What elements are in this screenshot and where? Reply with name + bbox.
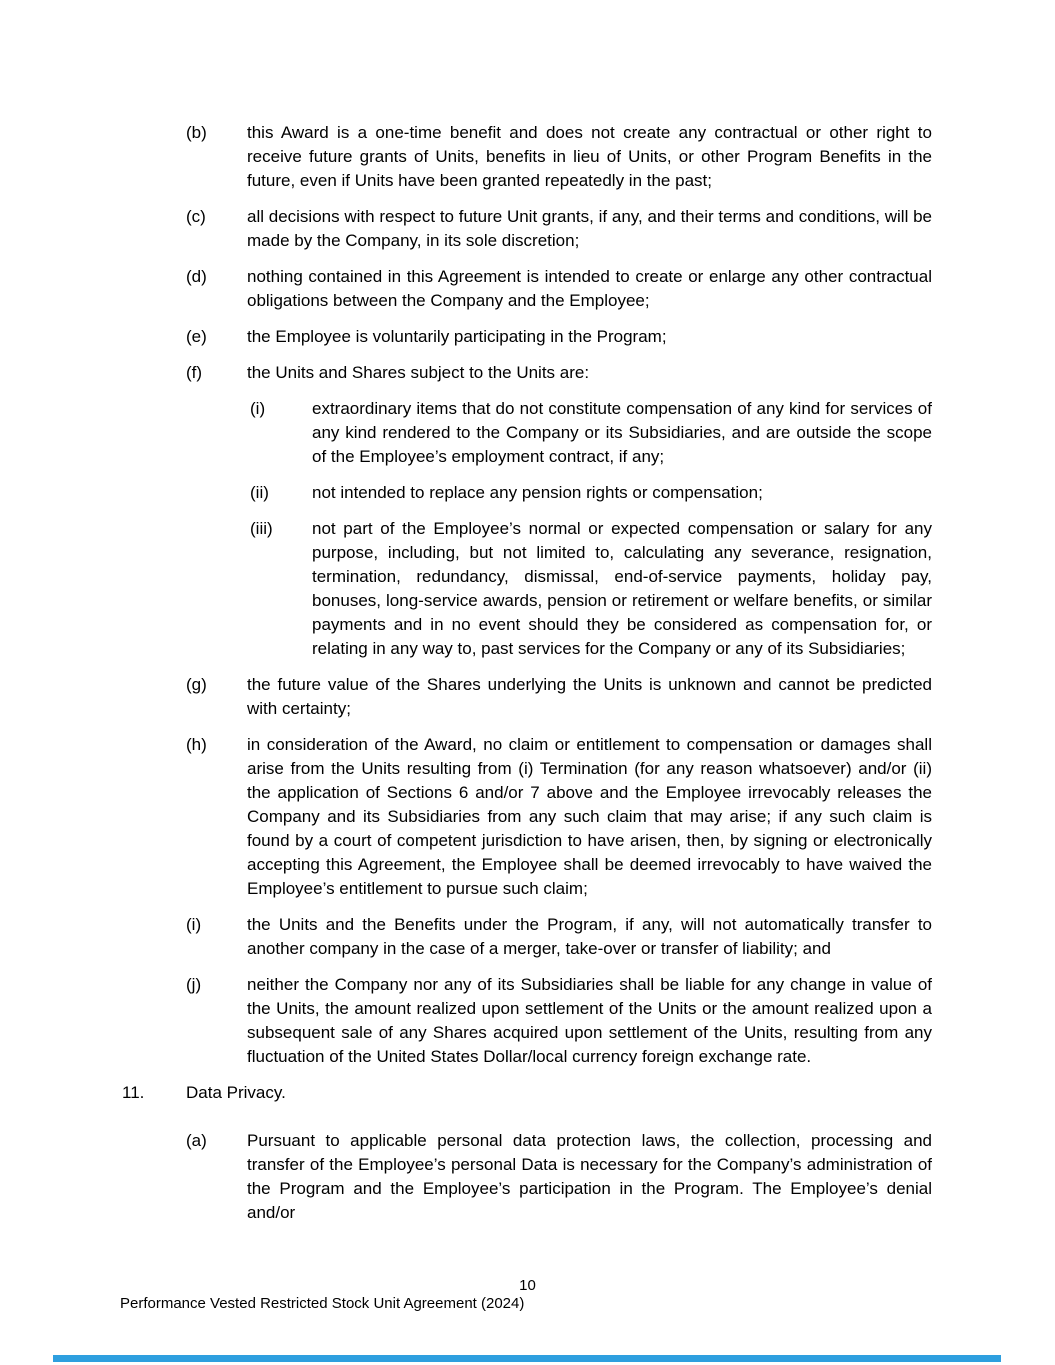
item-text: not part of the Employee’s normal or expected compensation or salary for any purpose, including, but not limited to, calculating any severance, resignation, termination, redundancy, dismissal, end-of-service payments, holiday pay, bonuses, long-service awards, pension or retirement or welfare benefits, or similar payments and in no event should they be considered as compensation for, or relating in any way to, past services for the Company or any of its Subsidiaries; <box>312 519 932 658</box>
list-item-j <box>186 973 932 1069</box>
item-text: the Units and the Benefits under the Program, if any, will not automatically transfer to another company in the case of a merger, take-over or transfer of liability; and <box>247 915 932 958</box>
item-text: Pursuant to applicable personal data protection laws, the collection, processing and transfer of the Employee’s personal Data is necessary for the Company’s administration of the Program and the Employee’s participation in the Program. The Employee’s denial and/or <box>247 1131 932 1222</box>
list-item-b <box>186 121 932 193</box>
page-number: 10 <box>519 1277 536 1294</box>
item-text: the Employee is voluntarily participating in the Program; <box>247 327 667 346</box>
list-item-c <box>186 205 932 253</box>
item-label: (b) <box>186 123 207 142</box>
item-text: the future value of the Shares underlying the Units is unknown and cannot be predicted with certainty; <box>247 675 932 718</box>
item-text: all decisions with respect to future Unit grants, if any, and their terms and conditions, will be made by the Company, in its sole discretion; <box>247 207 932 250</box>
item-label: (h) <box>186 735 207 754</box>
list-item-a <box>186 1129 932 1225</box>
sub-item-iii <box>250 517 932 661</box>
item-text: not intended to replace any pension rights or compensation; <box>312 483 763 502</box>
list-item-d <box>186 265 932 313</box>
item-label: (a) <box>186 1131 207 1150</box>
item-text: nothing contained in this Agreement is intended to create or enlarge any other contractual obligations between the Company and the Employee; <box>247 267 932 310</box>
item-label: (iii) <box>250 519 273 538</box>
list-item-f <box>186 361 932 385</box>
item-label: (g) <box>186 675 207 694</box>
bottom-rule-bar <box>53 1355 1001 1362</box>
item-text: the Units and Shares subject to the Units are: <box>247 363 590 382</box>
list-item-h <box>186 733 932 901</box>
list-item-i <box>186 913 932 961</box>
list-item-g <box>186 673 932 721</box>
footer-note: Performance Vested Restricted Stock Unit Agreement (2024) <box>120 1295 525 1312</box>
item-label: (j) <box>186 975 202 994</box>
section-heading-11 <box>122 1081 932 1105</box>
sub-item-ii <box>250 481 932 505</box>
item-label: (e) <box>186 327 207 346</box>
item-label: (i) <box>250 399 266 418</box>
section-number: 11. <box>122 1083 145 1102</box>
item-text: extraordinary items that do not constitute compensation of any kind for services of any kind rendered to the Company or its Subsidiaries, and are outside the scope of the Employee’s employment contract, if any; <box>312 399 932 466</box>
item-label: (ii) <box>250 483 269 502</box>
item-text: neither the Company nor any of its Subsidiaries shall be liable for any change in value of the Units, the amount realized upon settlement of the Units or the amount realized upon a subsequent sale of any Shares acquired upon settlement of the Units, resulting from any fluctuation of the United States Dollar/local currency foreign exchange rate. <box>247 975 932 1066</box>
item-text: in consideration of the Award, no claim or entitlement to compensation or damages shall arise from the Units resulting from (i) Termination (for any reason whatsoever) and/or (ii) the application of Sections 6 and/or 7 above and the Employee irrevocably releases the Company and its Subsidiaries from any such claim that may arise; if any such claim is found by a court of competent jurisdiction to have arisen, then, by signing or electronically accepting this Agreement, the Employee shall be deemed irrevocably to have waived the Employee’s entitlement to pursue such claim; <box>247 735 932 898</box>
item-label: (f) <box>186 363 203 382</box>
section-title: Data Privacy. <box>186 1083 286 1102</box>
sub-item-i <box>250 397 932 469</box>
item-label: (c) <box>186 207 206 226</box>
item-label: (d) <box>186 267 207 286</box>
item-label: (i) <box>186 915 202 934</box>
list-item-e <box>186 325 932 349</box>
item-text: this Award is a one-time benefit and does not create any contractual or other right to receive future grants of Units, benefits in lieu of Units, or other Program Benefits in the future, even if Units have been granted repeatedly in the past; <box>247 123 932 190</box>
